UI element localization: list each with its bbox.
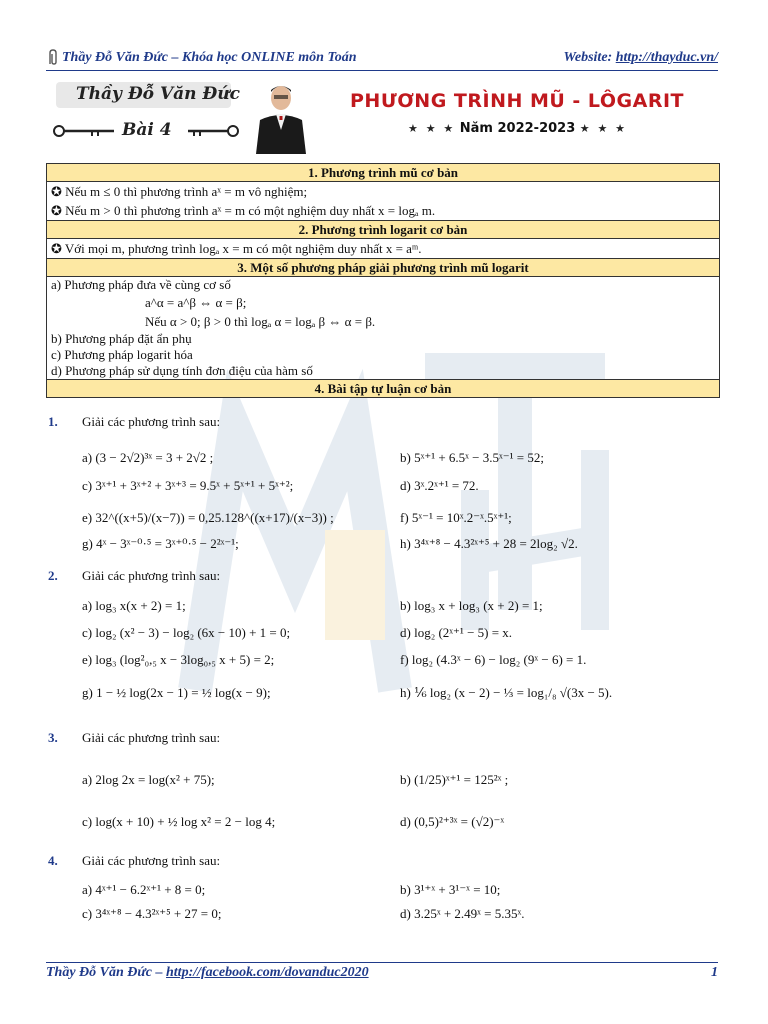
exercise-3-a: a) 2log 2x = log(x² + 75); <box>82 772 215 787</box>
exercise-2-g: g) 1 − ½ log(2x − 1) = ½ log(x − 9); <box>82 685 271 700</box>
method-c: c) Phương pháp logarit hóa <box>51 347 193 362</box>
method-a-formula-1: a^α = a^β ⇔ α = β; <box>145 295 247 310</box>
page-footer <box>46 965 718 981</box>
section-1-header: 1. Phương trình mũ cơ bản <box>47 164 719 182</box>
exercise-1-number: 1. <box>48 414 58 429</box>
exercise-1-b: b) 5ˣ⁺¹ + 6.5ˣ − 3.5ˣ⁻¹ = 52; <box>400 450 544 465</box>
exercise-2-a: a) log₃ x(x + 2) = 1; <box>82 598 186 613</box>
exercise-2-e: e) log₃ (log²₀,₅ x − 3log₀,₅ x + 5) = 2; <box>82 652 275 667</box>
footer-divider <box>46 962 718 963</box>
method-a: a) Phương pháp đưa về cùng cơ số <box>51 277 231 292</box>
exercise-3-c: c) log(x + 10) + ½ log x² = 2 − log 4; <box>82 814 276 829</box>
method-a-formula-2: Nếu α > 0; β > 0 thì logₐ α = logₐ β ⇔ α = β. <box>145 314 376 329</box>
banner-main-title: PHƯƠNG TRÌNH MŨ - LÔGARIT <box>350 90 684 112</box>
exercise-1-h: h) 3⁴ˣ⁺⁸ − 4.3²ˣ⁺⁵ + 28 = 2log₂ √2. <box>400 536 578 551</box>
exercise-1-a: a) (3 − 2√2)³ˣ = 3 + 2√2 ; <box>82 450 214 465</box>
exercise-4-b: b) 3¹⁺ˣ + 3¹⁻ˣ = 10; <box>400 882 501 897</box>
exercise-4-d: d) 3.25ˣ + 2.49ˣ = 5.35ˣ. <box>400 906 525 921</box>
section-1-rule-1: ✪ Nếu m ≤ 0 thì phương trình aˣ = m vô nghiệm; <box>51 184 308 199</box>
exercise-2-c: c) log₂ (x² − 3) − log₂ (6x − 10) + 1 = 0; <box>82 625 291 640</box>
exercise-1-e: e) 32^((x+5)/(x−7)) = 0,25.128^((x+17)/(x−3)) ; <box>82 510 334 525</box>
paperclip-icon <box>46 48 60 66</box>
page-header <box>46 48 718 68</box>
exercise-2-b: b) log₃ x + log₃ (x + 2) = 1; <box>400 598 543 613</box>
lesson-banner <box>46 80 718 154</box>
header-website-link[interactable]: http://thayduc.vn/ <box>615 50 718 65</box>
exercise-1-f: f) 5ˣ⁻¹ = 10ˣ.2⁻ˣ.5ˣ⁺¹; <box>400 510 512 525</box>
header-course-title: Thầy Đỗ Văn Đức – Khóa học ONLINE môn Toán <box>62 50 357 65</box>
key-right-icon <box>188 124 240 138</box>
exercise-3-number: 3. <box>48 730 58 745</box>
exercise-2-prompt: Giải các phương trình sau: <box>82 568 221 583</box>
method-b: b) Phương pháp đặt ẩn phụ <box>51 331 192 346</box>
exercise-3-b: b) (1/25)ˣ⁺¹ = 125²ˣ ; <box>400 772 509 787</box>
exercise-1-g: g) 4ˣ − 3ˣ⁻⁰·⁵ = 3ˣ⁺⁰·⁵ − 2²ˣ⁻¹; <box>82 536 239 551</box>
exercise-4-c: c) 3⁴ˣ⁺⁸ − 4.3²ˣ⁺⁵ + 27 = 0; <box>82 906 222 921</box>
exercise-2-number: 2. <box>48 568 58 583</box>
banner-lesson-number: Bài 4 <box>122 120 172 140</box>
banner-year-text: Năm 2022-2023 <box>459 121 576 136</box>
section-2-rule-1: ✪ Với mọi m, phương trình logₐ x = m có một nghiệm duy nhất x = aᵐ. <box>51 241 422 256</box>
footer-author: Thầy Đỗ Văn Đức – <box>46 965 166 980</box>
section-1-rule-2: ✪ Nếu m > 0 thì phương trình aˣ = m có một nghiệm duy nhất x = logₐ m. <box>51 203 436 218</box>
exercise-1-prompt: Giải các phương trình sau: <box>82 414 221 429</box>
section-2-header: 2. Phương trình logarit cơ bản <box>47 220 719 239</box>
stars-left: ★ ★ ★ <box>408 122 456 135</box>
section-3-header: 3. Một số phương pháp giải phương trình mũ logarit <box>47 258 719 277</box>
exercise-4-prompt: Giải các phương trình sau: <box>82 853 221 868</box>
exercise-1-d: d) 3ˣ.2ˣ⁺¹ = 72. <box>400 478 479 493</box>
stars-right: ★ ★ ★ <box>579 122 628 135</box>
exercise-4-number: 4. <box>48 853 58 868</box>
exercise-1-c: c) 3ˣ⁺¹ + 3ˣ⁺² + 3ˣ⁺³ = 9.5ˣ + 5ˣ⁺¹ + 5ˣ⁺²; <box>82 478 294 493</box>
method-d: d) Phương pháp sử dụng tính đơn điệu của hàm số <box>51 363 313 378</box>
exercise-2-f: f) log₂ (4.3ˣ − 6) − log₂ (9ˣ − 6) = 1. <box>400 652 587 667</box>
header-website-label: Website: <box>563 50 613 65</box>
footer-facebook-link[interactable]: http://facebook.com/dovanduc2020 <box>166 965 369 980</box>
exercise-3-d: d) (0,5)²⁺³ˣ = (√2)⁻ˣ <box>400 814 505 829</box>
exercise-4-a: a) 4ˣ⁺¹ − 6.2ˣ⁺¹ + 8 = 0; <box>82 882 206 897</box>
page-number: 1 <box>711 965 718 980</box>
teacher-portrait <box>252 80 310 154</box>
header-divider <box>46 70 718 71</box>
banner-teacher-name: Thầy Đỗ Văn Đức <box>76 84 240 104</box>
exercise-3-prompt: Giải các phương trình sau: <box>82 730 221 745</box>
header-website <box>563 50 718 66</box>
exercise-2-h: h) ⅙ log₂ (x − 2) − ⅓ = log₁/₈ √(3x − 5). <box>400 685 613 700</box>
exercise-2-d: d) log₂ (2ˣ⁺¹ − 5) = x. <box>400 625 513 640</box>
banner-year <box>408 121 627 136</box>
key-left-icon <box>52 124 116 138</box>
section-4-header: 4. Bài tập tự luận cơ bản <box>47 379 719 397</box>
theory-table <box>46 163 720 398</box>
